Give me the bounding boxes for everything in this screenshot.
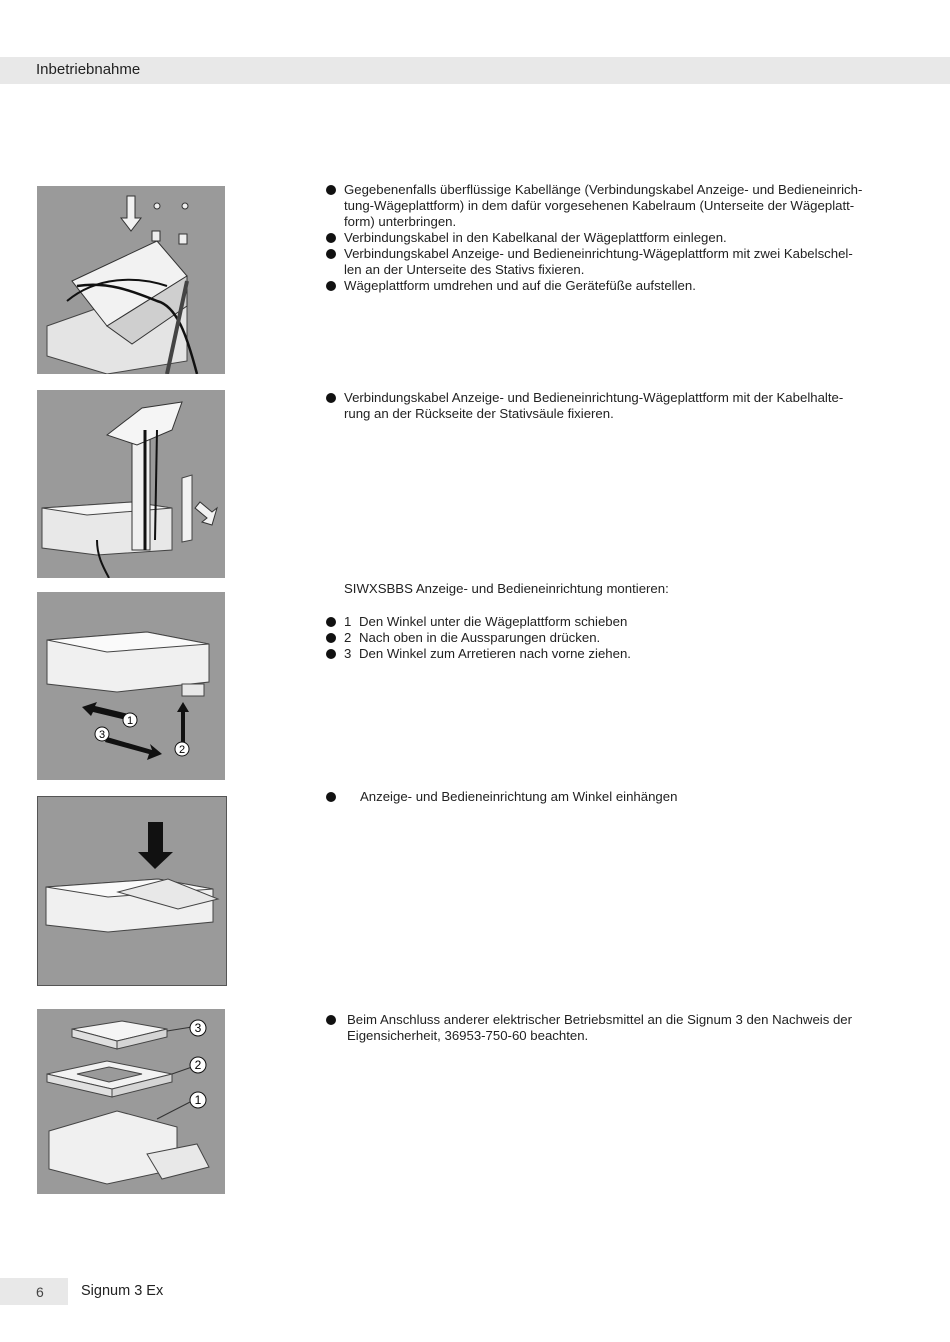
callout-badge bbox=[95, 727, 109, 741]
svg-text:2: 2 bbox=[178, 744, 186, 756]
instruction-block-cable-holder bbox=[326, 390, 871, 422]
header-band bbox=[0, 57, 950, 84]
footer-page-tab bbox=[0, 1278, 68, 1305]
bullet-icon bbox=[326, 617, 336, 627]
instruction-block-hang-display bbox=[326, 789, 871, 805]
svg-text:1: 1 bbox=[126, 715, 134, 727]
instruction-block-safety-note bbox=[326, 1012, 871, 1044]
bullet-icon bbox=[326, 393, 336, 403]
list-item: Wägeplattform umdrehen und auf die Gerätefüße aufstellen. bbox=[326, 278, 871, 294]
figure-cable-routing-underside bbox=[37, 186, 225, 374]
figure-hang-display bbox=[38, 797, 226, 985]
instruction-block-cable-storage bbox=[326, 182, 871, 294]
figure-exploded-parts bbox=[37, 1009, 225, 1194]
figure-mount-bracket bbox=[37, 592, 225, 780]
figure-cable-holder-column bbox=[37, 390, 225, 578]
list-item bbox=[326, 646, 871, 662]
instruction-block-mount-display bbox=[326, 581, 871, 662]
svg-text:2: 2 bbox=[194, 1058, 202, 1072]
list-item: Gegebenenfalls überflüssige Kabellänge (Verbindungskabel Anzeige- und Bedieneinrich- tung-Wägeplattform) in dem dafür vorgesehenen Kabelraum (Unterseite der Wägeplatt- form) unterbringen. bbox=[326, 182, 871, 230]
step-number: 3 bbox=[344, 646, 352, 661]
page-number: 6 bbox=[36, 1284, 44, 1300]
list-item: Verbindungskabel Anzeige- und Bedieneinrichtung-Wägeplattform mit der Kabelhalte- rung an der Rückseite der Stativsäule fixieren. bbox=[326, 390, 871, 422]
callout-badge bbox=[190, 1057, 206, 1073]
step-number: 2 bbox=[344, 630, 352, 645]
callout-badge bbox=[123, 713, 137, 727]
instruction-intro: SIWXSBBS Anzeige- und Bedieneinrichtung montieren: bbox=[344, 581, 669, 596]
svg-text:1: 1 bbox=[194, 1093, 202, 1107]
svg-text:3: 3 bbox=[194, 1021, 202, 1035]
step-text: Nach oben in die Aussparungen drücken. bbox=[359, 630, 601, 645]
list-item: Verbindungskabel Anzeige- und Bedieneinrichtung-Wägeplattform mit zwei Kabelschel- len an der Unterseite des Stativs fixieren. bbox=[326, 246, 871, 278]
step-text: Den Winkel unter die Wägeplattform schieben bbox=[359, 614, 628, 629]
list-item bbox=[326, 614, 871, 630]
callout-badge bbox=[175, 742, 189, 756]
step-number: 1 bbox=[344, 614, 352, 629]
list-item bbox=[326, 630, 871, 646]
bullet-icon bbox=[326, 233, 336, 243]
bullet-icon bbox=[326, 649, 336, 659]
bullet-icon bbox=[326, 792, 336, 802]
list-item: Verbindungskabel in den Kabelkanal der Wägeplattform einlegen. bbox=[326, 230, 871, 246]
callout-badge bbox=[190, 1020, 206, 1036]
callout-badge bbox=[190, 1092, 206, 1108]
bullet-icon bbox=[326, 249, 336, 259]
bullet-icon bbox=[326, 1015, 336, 1025]
bullet-icon bbox=[326, 633, 336, 643]
document-name: Signum 3 Ex bbox=[81, 1283, 164, 1299]
list-item: Beim Anschluss anderer elektrischer Betriebsmittel an die Signum 3 den Nachweis der Eigensicherheit, 36953-750-60 beachten. bbox=[326, 1012, 871, 1044]
bullet-icon bbox=[326, 281, 336, 291]
step-text: Den Winkel zum Arretieren nach vorne ziehen. bbox=[359, 646, 631, 661]
bullet-icon bbox=[326, 185, 336, 195]
page-section-title: Inbetriebnahme bbox=[36, 61, 141, 78]
svg-text:3: 3 bbox=[98, 729, 106, 741]
list-item: Anzeige- und Bedieneinrichtung am Winkel einhängen bbox=[326, 789, 871, 805]
